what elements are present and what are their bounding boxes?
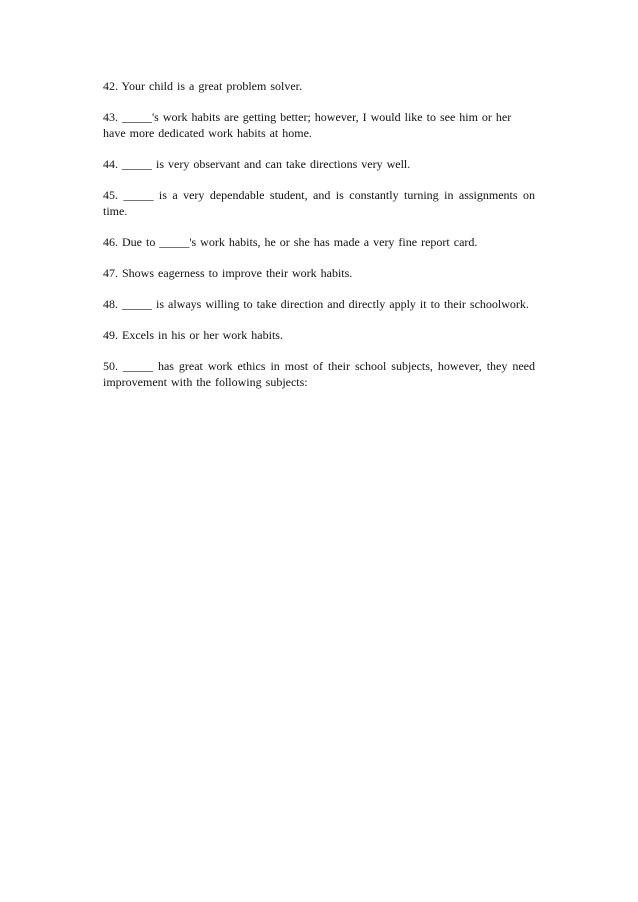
comment-item-44: 44. _____ is very observant and can take directions very well. — [103, 157, 411, 171]
comment-item-49: 49. Excels in his or her work habits. — [103, 328, 283, 342]
comment-item-47: 47. Shows eagerness to improve their work habits. — [103, 266, 353, 280]
comment-item-46: 46. Due to _____'s work habits, he or she has made a very fine report card. — [103, 235, 478, 249]
comment-item-50: 50. _____ has great work ethics in most of their school subjects, however, they need improvement with the following subjects: — [103, 359, 535, 389]
comment-list — [103, 78, 535, 405]
comment-item-48: 48. _____ is always willing to take direction and directly apply it to their schoolwork. — [103, 297, 529, 311]
comment-item-42: 42. Your child is a great problem solver. — [103, 79, 302, 93]
comment-item-45: 45. _____ is a very dependable student, and is constantly turning in assignments on time. — [103, 188, 535, 218]
comment-item-43: 43. _____'s work habits are getting better; however, I would like to see him or her have more dedicated work habits at home. — [103, 110, 512, 140]
